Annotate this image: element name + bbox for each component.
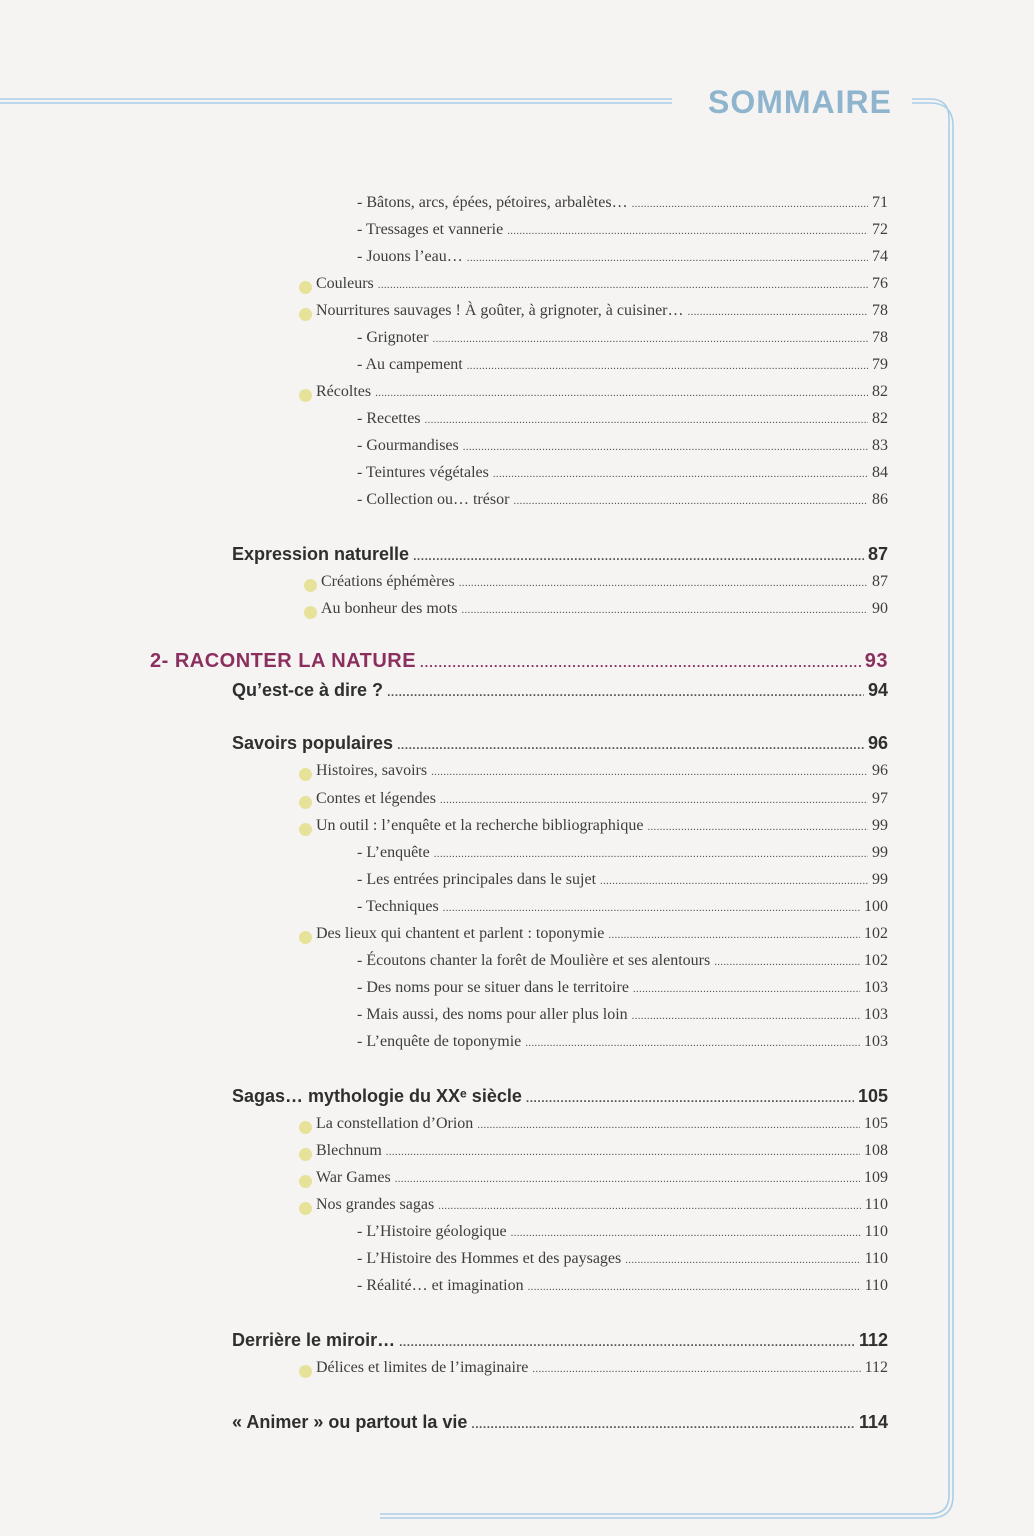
toc-entry-page: 82	[872, 410, 888, 427]
toc-entry-page: 110	[864, 1250, 888, 1267]
toc-entry-label: - Écoutons chanter la forêt de Moulière et ses alentours	[357, 952, 711, 969]
dot-leader	[420, 655, 861, 670]
toc-entry-page: 109	[864, 1169, 888, 1186]
toc-entry	[150, 650, 888, 673]
toc-entry-page: 86	[872, 491, 888, 508]
bullet-icon	[299, 768, 312, 781]
toc-entry-label: - L’Histoire des Hommes et des paysages	[357, 1250, 622, 1267]
toc-entry	[357, 491, 888, 509]
toc-entry-page: 96	[867, 733, 888, 753]
toc-entry-label: - L’enquête de toponymie	[357, 1033, 522, 1050]
toc-entry-page: 100	[864, 898, 888, 915]
toc-entry	[357, 1250, 888, 1268]
toc-entry-page: 102	[864, 925, 888, 942]
toc-entry	[357, 437, 888, 455]
toc-entry	[357, 1006, 888, 1024]
dot-leader	[714, 956, 860, 968]
toc-entry	[357, 1277, 888, 1295]
toc-entry-label: Couleurs	[316, 275, 374, 292]
toc-entry	[232, 680, 888, 701]
dot-leader	[600, 875, 868, 887]
dot-leader	[399, 1335, 855, 1349]
toc-entry	[316, 817, 888, 835]
toc-entry-label: Contes et légendes	[316, 790, 436, 807]
toc-entry-label: - Gourmandises	[357, 437, 459, 454]
toc-entry-page: 74	[872, 248, 888, 265]
dot-leader	[467, 360, 868, 372]
toc-entry-page: 79	[872, 356, 888, 373]
toc-entry	[357, 871, 888, 889]
toc-entry	[321, 573, 888, 591]
toc-entry-label: Au bonheur des mots	[321, 600, 458, 617]
bullet-icon	[299, 931, 312, 944]
toc-entry-page: 72	[872, 221, 888, 238]
toc-entry-label: Savoirs populaires	[232, 733, 394, 753]
toc-entry-page: 99	[872, 871, 888, 888]
dot-leader	[688, 306, 869, 318]
toc-entry	[357, 844, 888, 862]
dot-leader	[633, 983, 860, 995]
bullet-icon	[299, 1121, 312, 1134]
toc-entry-page: 103	[864, 1006, 888, 1023]
dot-leader	[378, 279, 868, 291]
toc-entry	[232, 1330, 888, 1351]
toc-entry	[357, 979, 888, 997]
dot-leader	[443, 902, 860, 914]
dot-leader	[434, 848, 868, 860]
bullet-icon	[299, 1175, 312, 1188]
dot-leader	[632, 198, 868, 210]
toc-entry	[357, 356, 888, 374]
dot-leader	[525, 1037, 860, 1049]
bullet-icon	[299, 308, 312, 321]
toc-entry	[357, 952, 888, 970]
toc-entry-page: 97	[872, 790, 888, 807]
toc-entry-label: Des lieux qui chantent et parlent : toponymie	[316, 925, 605, 942]
toc-entry	[232, 733, 888, 754]
toc-entry	[357, 410, 888, 428]
toc-entry	[321, 600, 888, 618]
toc-entry-label: Qu’est-ce à dire ?	[232, 680, 384, 700]
toc-entry-page: 90	[872, 600, 888, 617]
toc-entry-label: - Tressages et vannerie	[357, 221, 504, 238]
toc-entry-label: - Mais aussi, des noms pour aller plus loin	[357, 1006, 628, 1023]
dot-leader	[625, 1254, 860, 1266]
dot-leader	[526, 1091, 854, 1105]
dot-leader	[433, 333, 868, 345]
toc-entry-label: « Animer » ou partout la vie	[232, 1412, 468, 1432]
toc-entry-label: - Au campement	[357, 356, 463, 373]
dot-leader	[463, 441, 868, 453]
dot-leader	[438, 1200, 860, 1212]
dot-leader	[425, 414, 868, 426]
bullet-icon	[304, 606, 317, 619]
toc-entry	[357, 248, 888, 266]
toc-entry-label: - Collection ou… trésor	[357, 491, 510, 508]
toc-entry	[357, 898, 888, 916]
toc-entry	[232, 544, 888, 565]
toc-entry	[316, 275, 888, 293]
toc-entry	[316, 1196, 888, 1214]
dot-leader	[461, 604, 868, 616]
toc-entry-label: - L’enquête	[357, 844, 430, 861]
toc-entry-label: Derrière le miroir…	[232, 1330, 396, 1350]
toc-entry-label: - Bâtons, arcs, épées, pétoires, arbalètes…	[357, 194, 628, 211]
toc-entry-page: 87	[872, 573, 888, 590]
toc-entry-page: 110	[864, 1277, 888, 1294]
dot-leader	[647, 821, 868, 833]
dot-leader	[493, 468, 868, 480]
toc-entry-page: 105	[864, 1115, 888, 1132]
toc-entry-page: 78	[872, 329, 888, 346]
dot-leader	[397, 738, 864, 752]
dot-leader	[532, 1363, 860, 1375]
dot-leader	[511, 1227, 861, 1239]
bullet-icon	[299, 823, 312, 836]
toc-entry-label: - Teintures végétales	[357, 464, 489, 481]
toc-entry-label: Délices et limites de l’imaginaire	[316, 1359, 529, 1376]
toc-entry-label: - Jouons l’eau…	[357, 248, 463, 265]
toc-entry-label: - Des noms pour se situer dans le territoire	[357, 979, 629, 996]
toc-entry-label: Un outil : l’enquête et la recherche bibliographique	[316, 817, 644, 834]
toc-entry-label: Blechnum	[316, 1142, 382, 1159]
toc-entry	[357, 194, 888, 212]
toc-entry	[357, 1223, 888, 1241]
toc-entry-label: - Les entrées principales dans le sujet	[357, 871, 597, 888]
dot-leader	[507, 225, 868, 237]
toc-entry-page: 78	[872, 302, 888, 319]
toc-entry-page: 71	[872, 194, 888, 211]
bullet-icon	[299, 1202, 312, 1215]
toc-entry-page: 114	[858, 1412, 888, 1432]
toc-entry-page: 94	[867, 680, 888, 700]
toc-entry-page: 99	[872, 817, 888, 834]
bullet-icon	[299, 796, 312, 809]
dot-leader	[387, 685, 864, 699]
toc-entry-page: 96	[872, 762, 888, 779]
dot-leader	[375, 387, 868, 399]
page-title: SOMMAIRE	[708, 84, 892, 120]
toc-entry-label: 2- RACONTER LA NATURE	[150, 650, 417, 672]
toc-entry	[357, 329, 888, 347]
toc-entry-page: 83	[872, 437, 888, 454]
toc-entry	[232, 1412, 888, 1433]
toc-entry	[316, 1115, 888, 1133]
bullet-icon	[299, 1365, 312, 1378]
toc-entry-label: Récoltes	[316, 383, 372, 400]
toc-entry-label: - Réalité… et imagination	[357, 1277, 524, 1294]
toc-entry-label: - Grignoter	[357, 329, 429, 346]
toc-entry-page: 82	[872, 383, 888, 400]
dot-leader	[395, 1173, 860, 1185]
toc-entry-label: Créations éphémères	[321, 573, 455, 590]
toc-entry-page: 112	[858, 1330, 888, 1350]
dot-leader	[431, 766, 868, 778]
dot-leader	[513, 495, 868, 507]
toc-entry-page: 112	[864, 1359, 888, 1376]
bullet-icon	[299, 1148, 312, 1161]
toc-entry	[316, 1359, 888, 1377]
dot-leader	[528, 1281, 861, 1293]
toc-entry	[316, 1169, 888, 1187]
dot-leader	[467, 252, 868, 264]
toc-entry	[357, 1033, 888, 1051]
dot-leader	[386, 1146, 860, 1158]
toc-entry-label: - Techniques	[357, 898, 439, 915]
toc-entry-label: - Recettes	[357, 410, 421, 427]
toc-entry	[316, 925, 888, 943]
toc-entry	[316, 302, 888, 320]
dot-leader	[608, 929, 860, 941]
toc-entry-page: 93	[864, 650, 888, 672]
toc-entry	[357, 464, 888, 482]
toc-entry-page: 103	[864, 1033, 888, 1050]
toc-entry	[316, 383, 888, 401]
dot-leader	[477, 1119, 860, 1131]
toc-entry-label: Sagas… mythologie du XXᵉ siècle	[232, 1086, 522, 1106]
toc-entry	[232, 1086, 888, 1107]
toc-entry	[316, 1142, 888, 1160]
toc-entry-label: Nourritures sauvages ! À goûter, à grignoter, à cuisiner…	[316, 302, 684, 319]
toc-entry-page: 110	[864, 1223, 888, 1240]
toc-entry-label: Expression naturelle	[232, 544, 410, 564]
bullet-icon	[299, 389, 312, 402]
toc-entry-label: La constellation d’Orion	[316, 1115, 474, 1132]
bullet-icon	[299, 281, 312, 294]
toc-entry	[357, 221, 888, 239]
toc-entry-label: Nos grandes sagas	[316, 1196, 435, 1213]
toc-entry-page: 76	[872, 275, 888, 292]
dot-leader	[413, 549, 864, 563]
dot-leader	[459, 577, 868, 589]
toc-entry-label: War Games	[316, 1169, 391, 1186]
toc-entry-page: 84	[872, 464, 888, 481]
toc-entry-page: 103	[864, 979, 888, 996]
bullet-icon	[304, 579, 317, 592]
toc-entry-page: 105	[857, 1086, 888, 1106]
toc-entry-page: 87	[867, 544, 888, 564]
toc-entry-page: 110	[864, 1196, 888, 1213]
toc-entry	[316, 790, 888, 808]
dot-leader	[471, 1417, 855, 1431]
toc-entry-label: Histoires, savoirs	[316, 762, 428, 779]
toc-entry-page: 108	[864, 1142, 888, 1159]
toc-entry-page: 102	[864, 952, 888, 969]
toc-entry-label: - L’Histoire géologique	[357, 1223, 507, 1240]
dot-leader	[632, 1010, 860, 1022]
toc-entry	[316, 762, 888, 780]
dot-leader	[440, 794, 868, 806]
toc-entry-page: 99	[872, 844, 888, 861]
